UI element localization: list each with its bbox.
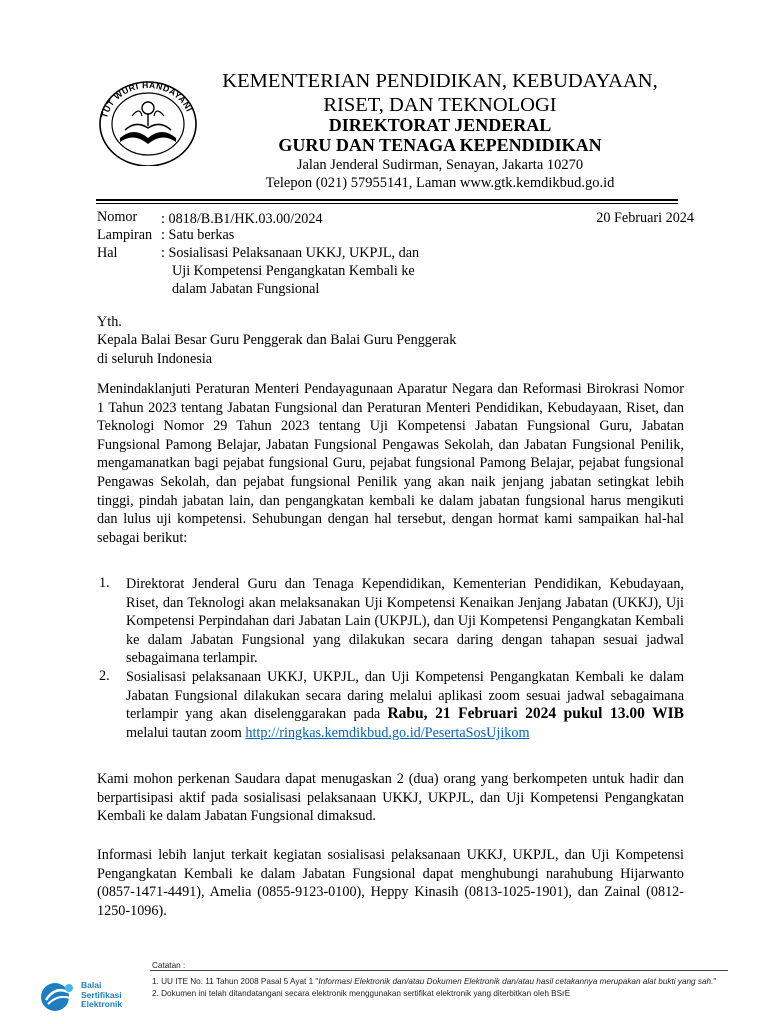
- logo-text: TUT WURI HANDAYANI: [99, 79, 195, 120]
- hal-line2: Uji Kompetensi Pengangkatan Kembali ke: [172, 263, 415, 279]
- lampiran-value: : Satu berkas: [161, 227, 235, 243]
- greeting: Yth.: [97, 314, 122, 330]
- info-paragraph: Informasi lebih lanjut terkait kegiatan sosialisasi pelaksanaan UKKJ, UKPJL, dan Uji Kompetensi Pengangkatan Kembali ke dalam Jabatan Fungsional dapat menghubungi narahubung Hijarwanto (0857-1471-4491), Amelia (0855-9123-0100), Heppy Kinasih (0813-1025-1901), dan Zainal (0812-1250-1096).: [97, 847, 684, 919]
- hal-line3: dalam Jabatan Fungsional: [172, 281, 320, 297]
- tut-wuri-handayani-logo: [92, 76, 204, 166]
- intro-paragraph: Menindaklanjuti Peraturan Menteri Pendayagunaan Aparatur Negara dan Reformasi Birokrasi Nomor 1 Tahun 2023 tentang Jabatan Fungsional dan Peraturan Menteri Pendidikan, Kebudayaan, Riset, dan Teknologi Nomor 29 Tahun 2023 tentang Uji Kompetensi Jabatan Fungsional Guru, Jabatan Fungsional Pamong Belajar, Jabatan Fungsional Pengawas Sekolah, dan Jabatan Fungsional Penilik, mengamanatkan bagi pejabat fungsional Guru, pejabat fungsional Pamong Belajar, pejabat fungsional Pengawas Sekolah, dan pejabat fungsional Penilik yang akan naik jenjang jabatan setingkat lebih tinggi, pindah jabatan lain, dan pengangkatan kembali ke dalam jabatan fungsional harus mengikuti dan lulus uji kompetensi. Sehubungan dengan hal tersebut, dengan hormat kami sampaikan hal-hal sebagai berikut:: [97, 381, 684, 546]
- footer-rule: [150, 970, 728, 971]
- footer-note-1: [152, 976, 742, 987]
- note1-prefix: 1. UU ITE No. 11 Tahun 2008 Pasal 5 Ayat 1 ": [152, 977, 319, 986]
- zoom-link[interactable]: http://ringkas.kemdikbud.go.id/PesertaSosUjikom: [245, 724, 530, 741]
- hal-line1: : Sosialisasi Pelaksanaan UKKJ, UKPJL, dan: [161, 245, 420, 261]
- recipient-line2: di seluruh Indonesia: [97, 351, 213, 367]
- list-item-2-after: melalui tautan zoom: [126, 724, 246, 741]
- footer-catatan-label: Catatan :: [152, 961, 186, 970]
- note1-italic: Informasi Elektronik dan/atau Dokumen Elektronik dan/atau hasil cetakannya merupakan alat bukti yang sah.: [318, 977, 714, 986]
- bsre-name: [81, 981, 122, 1010]
- address: Jalan Jenderal Sudirman, Senayan, Jakarta 10270: [296, 157, 584, 173]
- request-paragraph: Kami mohon perkenan Saudara dapat menugaskan 2 (dua) orang yang berkompeten untuk hadir dan berpartisipasi aktif pada sosialisasi pelaksanaan UKKJ, UKPJL, dan Uji Kompetensi Pengangkatan Kembali ke dalam Jabatan Fungsional dimaksud.: [97, 771, 684, 825]
- letterhead-rule-thin: [96, 203, 678, 204]
- contact-info: Telepon (021) 57955141, Laman www.gtk.kemdikbud.go.id: [265, 175, 615, 191]
- bsre-line2: Sertifikasi: [81, 989, 122, 1000]
- letterhead-rule-thick: [96, 199, 678, 201]
- list-item-2-text: Sosialisasi pelaksanaan UKKJ, UKPJL, dan Uji Kompetensi Pengangkatan Kembali ke dalam Jabatan Fungsional dilakukan secara daring melalui aplikasi zoom sesuai jadwal sebagaimana terlampir yang akan diselenggarakan pada: [126, 669, 684, 723]
- note1-suffix: ": [713, 977, 717, 986]
- nomor-label: Nomor: [97, 209, 138, 225]
- bsre-line3: Elektronik: [81, 999, 123, 1009]
- list-item-1: Direktorat Jenderal Guru dan Tenaga Kependidikan, Kementerian Pendidikan, Kebudayaan, Riset, dan Teknologi akan melaksanakan Uji Kompetensi Kenaikan Jenjang Jabatan (UKKJ), Uji Kompetensi Perpindahan dari Jabatan Lain (UKPJL), dan Uji Kompetensi Pengangkatan Kembali ke dalam Jabatan Fungsional yang dilakukan secara daring dengan tahapan sesuai jadwal sebagaimana terlampir.: [126, 576, 684, 667]
- list-item-number-2: 2.: [99, 668, 110, 684]
- bsre-logo-icon: [38, 980, 78, 1014]
- directorate-line1: DIREKTORAT JENDERAL: [328, 115, 552, 135]
- ministry-name-line1: KEMENTERIAN PENDIDIKAN, KEBUDAYAAN,: [222, 70, 658, 92]
- list-item-2: [126, 668, 684, 742]
- letter-date: 20 Februari 2024: [596, 210, 694, 226]
- recipient-line1: Kepala Balai Besar Guru Penggerak dan Balai Guru Penggerak: [97, 332, 457, 348]
- hal-label: Hal: [97, 245, 118, 261]
- lampiran-label: Lampiran: [97, 227, 153, 243]
- ministry-name-line2: RISET, DAN TEKNOLOGI: [323, 94, 557, 116]
- list-item-number-1: 1.: [99, 575, 110, 591]
- footer-note-2: 2. Dokumen ini telah ditandatangani secara elektronik menggunakan sertifikat elektronik yang diterbitkan oleh BSrE: [152, 989, 571, 998]
- nomor-value: : 0818/B.B1/HK.03.00/2024: [161, 211, 323, 227]
- event-datetime: Rabu, 21 Februari 2024 pukul 13.00 WIB: [387, 705, 684, 723]
- directorate-line2: GURU DAN TENAGA KEPENDIDIKAN: [278, 135, 602, 155]
- bsre-line1: Balai: [81, 980, 102, 990]
